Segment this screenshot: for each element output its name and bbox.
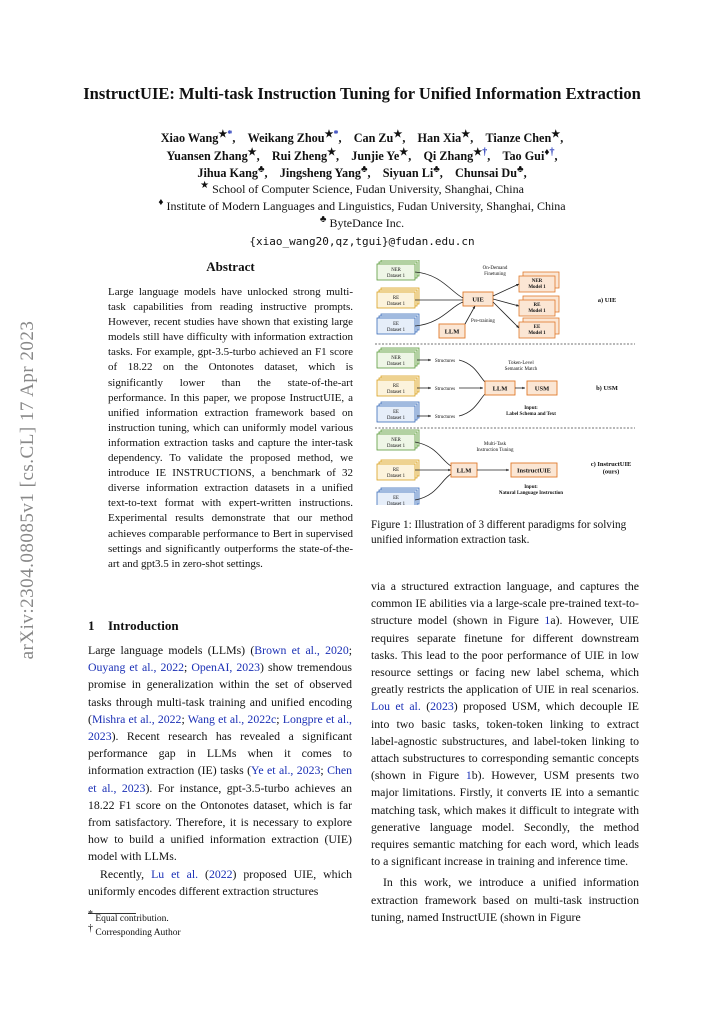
figure-arrow [493,302,519,328]
author-note-mark: † [549,146,555,158]
panel-label: b) USM [596,385,618,392]
arrow-label: Structures [434,387,456,392]
author-mark: ♣ [517,163,524,175]
dataset-box-label: RE Dataset 1 [387,468,405,479]
section-heading [88,618,179,634]
affiliation-mark: ♣ [319,214,327,225]
figure-note: Token-Level Semantic Match [504,361,538,372]
affiliation [60,181,664,198]
section-title: Introduction [108,618,179,633]
right-paragraph-1: via a structured extraction language, and captures the common IE abilities via a large-scale pre-trained text-to-structure model (shown in Figure 1a). However, UIE requires separate finetune for different downstream tasks. This lead to the poor performance of UIE in low resource settings or facing new label schema, which greatly restricts the application of UIE in real scenarios. Lou et al. (2023) proposed USM, which decouple IE into two basic tasks, token-token linking to extract label-agnostic substructures, and label-token linking to attach substructures to corresponding semantic concepts (shown in Figure 1b). However, USM presents two major limitations. Firstly, it converts IE into a semantic matching task, which makes it difficult to integrate with generative language model. Secondly, the method requires semantic matching for each word, which leads to a significant increase in training and inference time. [371,579,639,869]
author-name: Han Xia [417,131,462,145]
citation-link[interactable]: 2023 [430,699,454,714]
uie-box-label: UIE [472,296,484,304]
dataset-box-label: RE Dataset 1 [387,296,405,307]
figure-arrow [459,394,485,416]
author-name: Chunsai Du [455,166,518,180]
citation-link[interactable]: OpenAI, 2023 [191,660,260,675]
dataset-box-label: NER Dataset 1 [387,268,405,279]
figure-arrow [493,299,519,306]
affiliations [60,181,664,232]
author-name: Can Zu [353,131,394,145]
affiliation [60,198,664,215]
arrow-label: Structures [434,415,456,420]
section-number: 1 [88,618,95,633]
footnote-1 [88,908,169,924]
footnote-mark: * [88,908,93,920]
affiliation-text: ByteDance Inc. [329,216,405,230]
author-mark: ♣ [433,163,440,175]
author-line-1: Xiao Wang★*, Weikang Zhou★*, Can Zu★, Han Xia★, Tianze Chen★, [160,128,564,145]
input-label: Input: Natural Language Instruction [498,485,564,496]
figure-note: Multi-Task Instruction Tuning [476,442,514,453]
author-note-mark: * [333,128,339,140]
author-name: Yuansen Zhang [166,148,248,163]
author-mark: ★ [393,128,403,140]
citation-link[interactable]: Lou et al. [371,699,421,714]
author-list [60,130,664,183]
author-note-mark: * [227,128,233,140]
footnote-mark: † [88,922,93,934]
llm-box-label: LLM [456,467,472,475]
author-name: Qi Zhang [423,148,474,163]
model-box-label: RE Model 1 [528,303,546,314]
abstract-heading: Abstract [206,259,255,274]
right-paragraph-2: In this work, we introduce a unified information extraction framework based on multi-task instruction tuning, named InstructUIE (shown in Figure [371,875,639,924]
figure-arrow-head [522,387,525,390]
figure-arrow [415,272,463,298]
figure-arrow-head [428,387,431,390]
affiliation [60,215,664,232]
citation-link[interactable]: Brown et al., 2020 [254,643,349,657]
figure-arrow-head [428,415,431,418]
figure-diagram [371,260,639,505]
dataset-box-label: EE Dataset 1 [387,322,405,333]
figure-arrow [415,302,463,326]
figure-note: Pre-training [471,319,495,324]
author-mark: ★ [324,128,334,140]
author-mark: ♦ [544,146,550,158]
figure-arrow-head [506,469,509,472]
usm-box-label: USM [534,385,550,393]
author-mark: ★ [461,128,471,140]
right-column-text [371,578,639,926]
dataset-box-label: EE Dataset 1 [387,496,405,505]
figure-note: On-Demand Finetuning [482,266,508,277]
citation-link[interactable]: Wang et al., 2022c [187,711,277,726]
figure-arrow [415,442,451,466]
figure-1 [371,260,639,510]
arrow-label: Structures [434,359,456,364]
author-name: Weikang Zhou [247,131,325,145]
footnote-2 [88,922,181,938]
affiliation-text: Institute of Modern Languages and Linguistics, Fudan University, Shanghai, China [166,199,566,213]
author-name: Xiao Wang [160,131,219,145]
author-mark: ♣ [360,163,368,175]
dataset-box-label: NER Dataset 1 [387,438,405,449]
abstract-text: Large language models have unlocked strong multi-task capabilities from reading instructive prompts. However, recent studies have shown that existing large models still have difficulty with information extraction tasks. For example, gpt-3.5-turbo achieved an F1 score of 18.22 on the Ontonotes dataset, which is significantly lower than the state-of-the-art performance. In this paper, we propose InstructUIE, a unified information extraction framework based on instruction tuning, which can uniformly model various information extraction tasks and capture the inter-task dependency. To validate the proposed method, we introduce IE INSTRUCTIONS, a benchmark of 32 diverse information extraction datasets in a unified text-to-text format with expert-written instructions. Experimental results demonstrate that our method achieves comparable performance to Bert in supervised settings and significantly outperforms the state-of-the-art and gpt3.5 in zero-shot settings. [108,286,353,570]
affiliation-text: School of Computer Science, Fudan University, Shanghai, China [212,182,524,196]
dataset-box-label: NER Dataset 1 [387,356,405,367]
author-name: Siyuan Li [382,166,434,180]
author-name: Junjie Ye [351,148,400,163]
affiliation-mark: ★ [200,180,210,191]
citation-link[interactable]: Chen et al., 2023 [88,763,352,795]
affiliation-mark: ♦ [158,197,164,208]
author-email: {xiao_wang20,qz,tgui}@fudan.edu.cn [249,235,475,248]
author-name: Jingsheng Yang [279,166,361,180]
author-note-mark: † [482,146,488,158]
figure-arrow [415,474,451,500]
llm-box-label: LLM [492,385,508,393]
figure-caption: Figure 1: Illustration of 3 different paradigms for solving unified information extraction task. [371,519,627,546]
intro-text [88,642,352,900]
citation-link[interactable]: Lu et al. [151,866,199,881]
llm-box-label: LLM [444,328,460,336]
citation-link[interactable]: 2022 [208,866,233,881]
input-label: Input: Label Schema and Text [506,406,556,417]
figure-arrow [459,360,485,382]
dataset-box-label: RE Dataset 1 [387,384,405,395]
arxiv-stamp [8,320,48,660]
author-name: Tao Gui [502,148,545,163]
citation-link[interactable]: Ye et al., 2023 [251,763,321,778]
model-box-label: EE Model 1 [528,325,546,336]
model-box-label: NER Model 1 [528,279,546,290]
paper-title: InstructUIE: Multi-task Instruction Tuning for Unified Information Extraction [83,84,641,103]
author-mark: ★ [399,146,409,158]
author-mark: ★ [473,146,483,158]
footnote-text: Equal contribution. [95,914,169,924]
figure-arrow-head [428,359,431,362]
panel-label: c) InstructUIE (ours) [590,461,632,476]
citation-link[interactable]: Longpre et al., 2023 [88,711,353,744]
panel-label: a) UIE [597,297,617,304]
citation-link[interactable]: 1 [465,768,472,783]
footnote-text: Corresponding Author [95,928,181,938]
intro-paragraph-2: Recently, Lu et al. (2022) proposed UIE, which uniformly encodes different extraction structures [88,866,352,898]
author-name: Rui Zheng [271,148,328,163]
instructuie-box-label: InstructUIE [517,467,551,475]
author-name: Tianze Chen [485,131,552,145]
arxiv-id: arXiv:2304.08085v1 [cs.CL] 17 Apr 2023 [17,320,38,660]
citation-link[interactable]: Mishra et al., 2022 [91,711,182,726]
intro-paragraph-1: Large language models (LLMs) (Brown et al., 2020; Ouyang et al., 2022; OpenAI, 2023) show tremendous promise in generalization within the set of observed tasks through multi-task training and unified encoding (Mishra et al., 2022; Wang et al., 2022c; Longpre et al., 2023). Recent research has revealed a significant performance gap in LLMs when it comes to information extraction (IE) tasks (Ye et al., 2023; Chen et al., 2023). For instance, gpt-3.5-turbo achieves an 18.22 F1 score on the Ontonotes dataset, which is far from satisfactory. Therefore, it is necessary to explore how to build a unified information extraction (UIE) model with LLMs. [88,643,353,864]
citation-link[interactable]: Ouyang et al., 2022 [88,660,185,675]
dataset-box-label: EE Dataset 1 [387,410,405,421]
figure-arrow [493,284,519,296]
author-mark: ★ [327,146,337,158]
figure-arrow-head [480,387,483,390]
author-line-3: Jihua Kang♣, Jingsheng Yang♣, Siyuan Li♣, Chunsai Du♣, [197,163,527,180]
author-mark: ★ [247,146,257,158]
citation-link[interactable]: 1 [544,613,551,628]
author-line-2: Yuansen Zhang★, Rui Zheng★, Junjie Ye★, Qi Zhang★†, Tao Gui♦†, [166,146,558,163]
author-name: Jihua Kang [197,166,258,180]
author-mark: ★ [551,128,561,140]
author-mark: ♣ [257,163,265,175]
author-mark: ★ [218,128,228,140]
